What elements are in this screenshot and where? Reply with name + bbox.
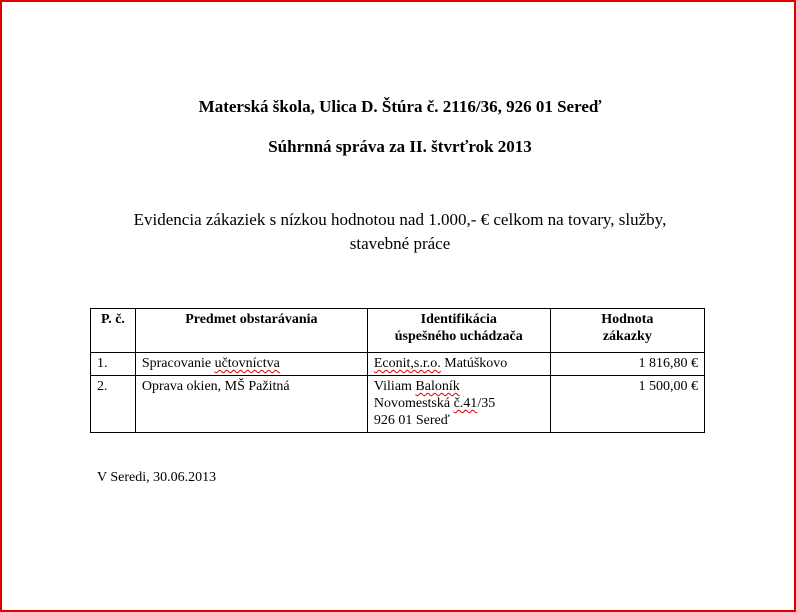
row-supplier-marked: Econit,s.r.o. [373,356,441,371]
header-subject: Predmet obstarávania [135,309,367,353]
intro-line-1: Evidencia zákaziek s nízkou hodnotou nad 1.000,- € celkom na tovary, služby, [133,210,667,229]
table-header-row [91,309,705,353]
header-identification-line-2: úspešného uchádzača [394,329,523,344]
intro-line-2: stavebné práce [349,234,451,253]
dateline: V Seredi, 30.06.2013 [97,470,217,485]
supplier-line-1-prefix: Viliam [373,379,416,394]
header-value [550,309,704,353]
header-identification-line-1: Identifikácia [420,312,497,327]
row-value: 1 500,00 € [550,376,704,433]
table-row [91,353,705,376]
row-supplier [367,353,550,376]
row-supplier-rest: Matúškovo [440,356,508,371]
supplier-line-2-prefix: Novomestská [373,396,454,411]
supplier-line-2-rest: /35 [477,396,496,411]
row-subject [135,353,367,376]
supplier-line-2 [374,395,544,412]
row-number: 2. [91,376,136,433]
header-identification [367,309,550,353]
header-value-line-1: Hodnota [601,312,654,327]
header-value-line-2: zákazky [602,329,652,344]
school-heading: Materská škola, Ulica D. Štúra č. 2116/36, 926 01 Sereď [198,97,602,116]
row-subject-prefix: Spracovanie [141,356,215,371]
supplier-line-1-marked: Baloník [415,379,460,394]
table-row [91,376,705,433]
row-subject-marked: učtovníctva [214,356,280,371]
row-number: 1. [91,353,136,376]
row-supplier [367,376,550,433]
row-subject: Oprava okien, MŠ Pažitná [135,376,367,433]
supplier-line-1 [374,378,544,395]
supplier-line-3: 926 01 Sereď [373,413,450,428]
supplier-line-2-marked: č.41 [453,396,478,411]
report-heading: Súhrnná správa za II. štvrťrok 2013 [268,137,532,156]
row-value: 1 816,80 € [550,353,704,376]
contracts-table [90,308,705,433]
header-number: P. č. [91,309,136,353]
